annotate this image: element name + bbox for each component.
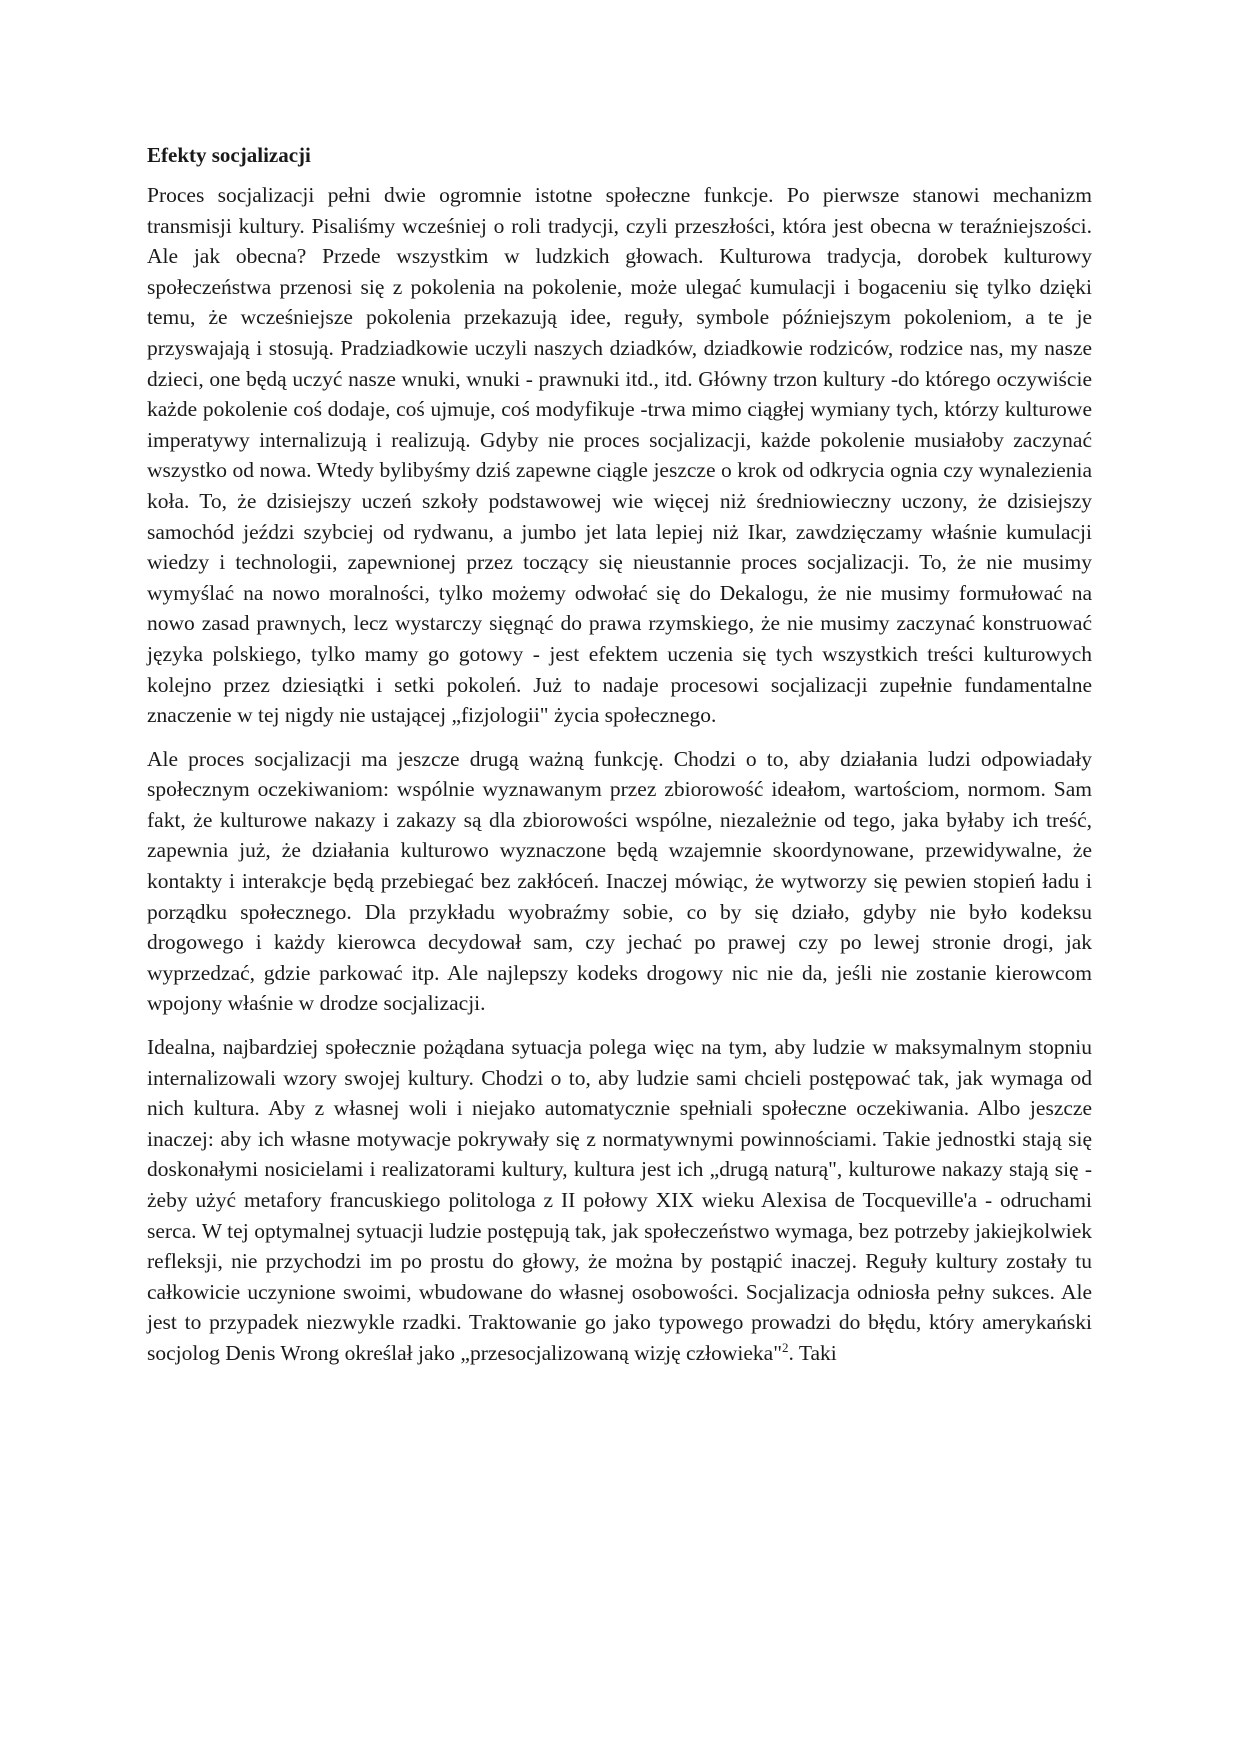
paragraph-3 [147,1032,1092,1369]
paragraph-2: Ale proces socjalizacji ma jeszcze drugą ważną funkcję. Chodzi o to, aby działania ludzi odpowiadały społecznym oczekiwaniom: wspólnie wyznawanym przez zbiorowość ideałom, wartościom, normom. Sam fakt, że kulturowe nakazy i zakazy są dla zbiorowości wspólne, niezależnie od tego, jaka byłaby ich treść, zapewnia już, że działania kulturowo wyznaczone będą wzajemnie skoordynowane, przewidywalne, że kontakty i interakcje będą przebiegać bez zakłóceń. Inaczej mówiąc, że wytworzy się pewien stopień ładu i porządku społecznego. Dla przykładu wyobraźmy sobie, co by się działo, gdyby nie było kodeksu drogowego i każdy kierowca decydował sam, czy jechać po prawej czy po lewej stronie drogi, jak wyprzedzać, gdzie parkować itp. Ale najlepszy kodeks drogowy nic nie da, jeśli nie zostanie kierowcom wpojony właśnie w drodze socjalizacji. [147,746,1092,1016]
paragraph-3-tail: . Taki [788,1340,837,1365]
paragraph-3-text: Idealna, najbardziej społecznie pożądana sytuacja polega więc na tym, aby ludzie w maksymalnym stopniu internalizowali wzory swojej kultury. Chodzi o to, aby ludzie sami chcieli postępować tak, jak wymaga od nich kultura. Aby z własnej woli i niejako automatycznie spełniali społeczne oczekiwania. Albo jeszcze inaczej: aby ich własne motywacje pokrywały się z normatywnymi powinnościami. Takie jednostki stają się doskonałymi nosicielami i realizatorami kultury, kultura jest ich „drugą naturą", kulturowe nakazy stają się - żeby użyć metafory francuskiego politologa z II połowy XIX wieku Alexisa de Tocqueville'a - odruchami serca. W tej optymalnej sytuacji ludzie postępują tak, jak społeczeństwo wymaga, bez potrzeby jakiejkolwiek refleksji, nie przychodzi im po prostu do głowy, że można by postąpić inaczej. Reguły kultury zostały tu całkowicie uczynione swoimi, wbudowane do własnej osobowości. Socjalizacja odniosła pełny sukces. Ale jest to przypadek niezwykle rzadki. Traktowanie go jako typowego prowadzi do błędu, który amerykański socjolog Denis Wrong określał jako „przesocjalizowaną wizję człowieka" [147,1035,1092,1365]
paragraph-1: Proces socjalizacji pełni dwie ogromnie istotne społeczne funkcje. Po pierwsze stanowi mechanizm transmisji kultury. Pisaliśmy wcześniej o roli tradycji, czyli przeszłości, która jest obecna w teraźniejszości. Ale jak obecna? Przede wszystkim w ludzkich głowach. Kulturowa tradycja, dorobek kulturowy społeczeństwa przenosi się z pokolenia na pokolenie, może ulegać kumulacji i bogaceniu się tylko dzięki temu, że wcześniejsze pokolenia przekazują idee, reguły, symbole późniejszym pokoleniom, a te je przyswajają i stosują. Pradziadkowie uczyli naszych dziadków, dziadkowie rodziców, rodzice nas, my nasze dzieci, one będą uczyć nasze wnuki, wnuki - prawnuki itd., itd. Główny trzon kultury -do którego oczywiście każde pokolenie coś dodaje, coś ujmuje, coś modyfikuje -trwa mimo ciągłej wymiany tych, którzy kulturowe imperatywy internalizują i realizują. Gdyby nie proces socjalizacji, każde pokolenie musiałoby zaczynać wszystko od nowa. Wtedy bylibyśmy dziś zapewne ciągle jeszcze o krok od odkrycia ognia czy wynalezienia koła. To, że dzisiejszy uczeń szkoły podstawowej wie więcej niż średniowieczny uczony, że dzisiejszy samochód jeździ szybciej od rydwanu, a jumbo jet lata lepiej niż Ikar, zawdzięczamy właśnie kumulacji wiedzy i technologii, zapewnionej przez toczący się nieustannie proces socjalizacji. To, że nie musimy wymyślać na nowo moralności, tylko możemy odwołać się do Dekalogu, że nie musimy formułować na nowo zasad prawnych, lecz wystarczy sięgnąć do prawa rzymskiego, że nie musimy zaczynać konstruować języka polskiego, tylko mamy go gotowy - jest efektem uczenia się tych wszystkich treści kulturowych kolejno przez dziesiątki i setki pokoleń. Już to nadaje procesowi socjalizacji zupełnie fundamentalne znaczenie w tej nigdy nie ustającej „fizjologii" życia społecznego. [147,183,1092,728]
document-page [147,140,1092,1382]
document-title: Efekty socjalizacji [147,143,311,167]
footnote-marker: 2 [781,1339,789,1355]
